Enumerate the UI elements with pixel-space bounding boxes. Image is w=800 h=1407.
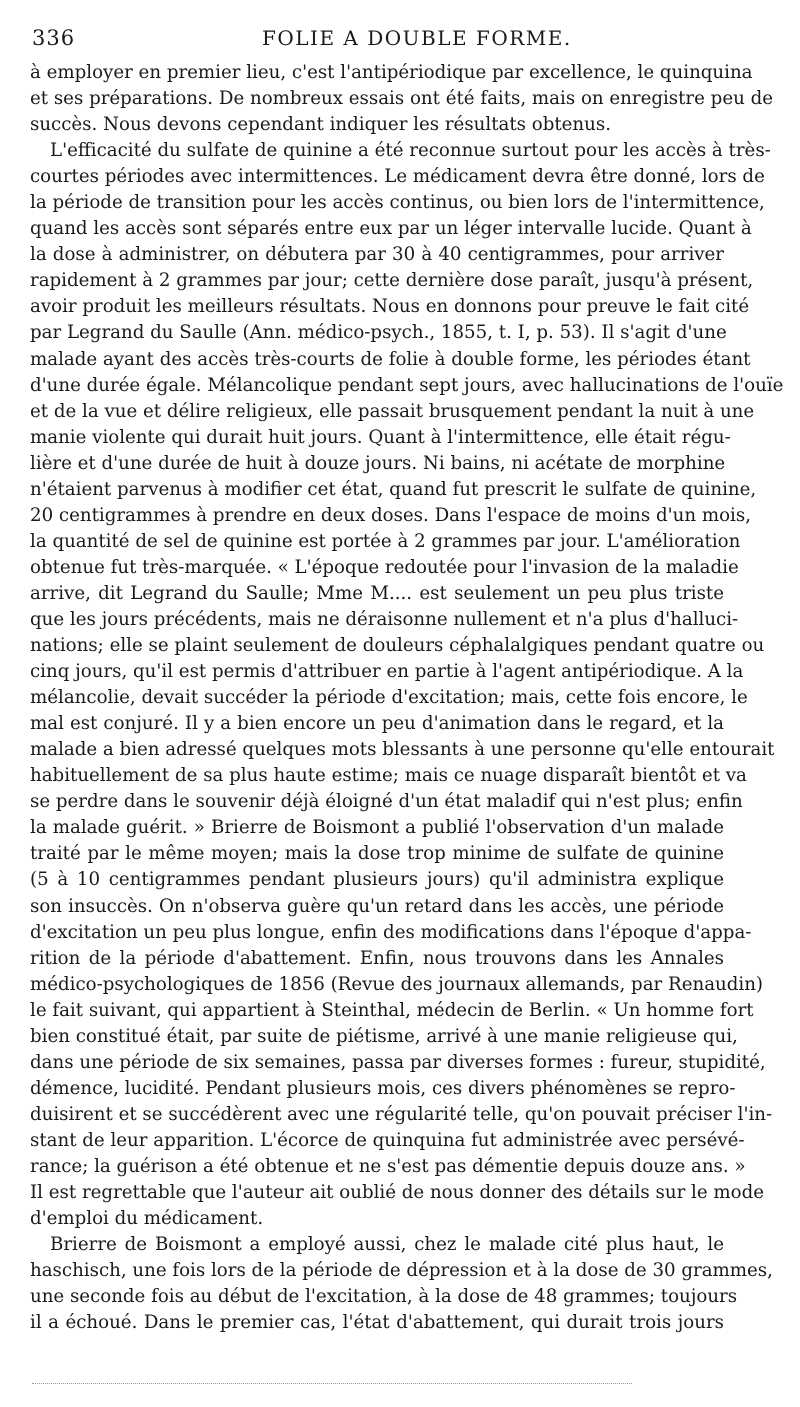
text-line: son insuccès. On n'observa guère qu'un retard dans les accès, une période xyxy=(30,895,724,917)
text-line: dans une période de six semaines, passa par diverses formes : fureur, stupidité, xyxy=(30,1051,766,1073)
text-line: démence, lucidité. Pendant plusieurs mois, ces divers phénomènes se repro- xyxy=(30,1077,736,1099)
text-line: stant de leur apparition. L'écorce de quinquina fut administrée avec persévé- xyxy=(30,1129,745,1151)
text-line: se perdre dans le souvenir déjà éloigné d'un état maladif qui n'est plus; enfin xyxy=(30,791,743,813)
text-line: courtes périodes avec intermittences. Le médicament devra être donné, lors de xyxy=(30,166,765,188)
text-line: arrive, dit Legrand du Saulle; Mme M.... est seulement un peu plus triste xyxy=(30,582,724,604)
text-line: traité par le même moyen; mais la dose trop minime de sulfate de quinine xyxy=(30,843,724,865)
text-line: mélancolie, devait succéder la période d'excitation; mais, cette fois encore, le xyxy=(30,687,748,709)
text-line: rance; la guérison a été obtenue et ne s'est pas démentie depuis douze ans. » xyxy=(30,1155,746,1177)
footer-divider xyxy=(32,1383,632,1384)
text-line: bien constitué était, par suite de piétisme, arrivé à une manie religieuse qui, xyxy=(30,1025,738,1047)
text-line: succès. Nous devons cependant indiquer les résultats obtenus. xyxy=(30,114,611,136)
text-line: d'emploi du médicament. xyxy=(30,1208,264,1230)
text-line: la dose à administrer, on débutera par 30 à 40 centigrammes, pour arriver xyxy=(30,244,724,266)
text-line: d'excitation un peu plus longue, enfin des modifications dans l'époque d'appa- xyxy=(30,921,752,943)
text-line: (5 à 10 centigrammes pendant plusieurs jours) qu'il administra explique xyxy=(30,869,724,891)
text-line: que les jours précédents, mais ne déraisonne nullement et n'a plus d'halluci- xyxy=(30,608,739,630)
text-line: manie violente qui durait huit jours. Quant à l'intermittence, elle était régu- xyxy=(30,426,731,448)
text-line: quand les accès sont séparés entre eux par un léger intervalle lucide. Quant à xyxy=(30,218,752,240)
text-line: médico-psychologiques de 1856 (Revue des journaux allemands, par Renaudin) xyxy=(30,973,764,995)
text-line: une seconde fois au début de l'excitation, à la dose de 48 grammes; toujours xyxy=(30,1286,738,1308)
text-line: à employer en premier lieu, c'est l'antipériodique par excellence, le quinquina xyxy=(30,62,753,83)
text-line: cinq jours, qu'il est permis d'attribuer en partie à l'agent antipériodique. A la xyxy=(30,661,744,683)
body-text xyxy=(30,60,784,1336)
text-line: malade a bien adressé quelques mots blessants à une personne qu'elle entourait xyxy=(30,739,775,761)
text-line: et de la vue et délire religieux, elle passait brusquement pendant la nuit à une xyxy=(30,400,755,422)
text-line: malade ayant des accès très-courts de folie à double forme, les périodes étant xyxy=(30,348,751,370)
text-line: mal est conjuré. Il y a bien encore un peu d'animation dans le regard, et la xyxy=(30,713,724,735)
text-line: 20 centigrammes à prendre en deux doses. Dans l'espace de moins d'un mois, xyxy=(30,504,751,526)
running-title: FOLIE A DOUBLE FORME. xyxy=(262,26,572,50)
page-number: 336 xyxy=(32,26,76,50)
text-line: habituellement de sa plus haute estime; mais ce nuage disparaît bientôt et va xyxy=(30,765,747,787)
text-line: la malade guérit. » Brierre de Boismont a publié l'observation d'un malade xyxy=(30,817,724,839)
text-line: la quantité de sel de quinine est portée à 2 grammes par jour. L'amélioration xyxy=(30,530,741,552)
text-line: il a échoué. Dans le premier cas, l'état d'abattement, qui durait trois jours xyxy=(30,1312,724,1334)
text-line: Il est regrettable que l'auteur ait oublié de nous donner des détails sur le mode xyxy=(30,1182,765,1204)
text-line: la période de transition pour les accès continus, ou bien lors de l'intermittence, xyxy=(30,192,765,214)
text-line: lière et d'une durée de huit à douze jours. Ni bains, ni acétate de morphine xyxy=(30,452,726,474)
text-line: le fait suivant, qui appartient à Steinthal, médecin de Berlin. « Un homme fort xyxy=(30,999,754,1021)
text-line: L'efficacité du sulfate de quinine a été reconnue surtout pour les accès à très- xyxy=(50,140,771,162)
text-line: obtenue fut très-marquée. « L'époque redoutée pour l'invasion de la maladie xyxy=(30,556,739,578)
text-line: avoir produit les meilleurs résultats. Nous en donnons pour preuve le fait cité xyxy=(30,296,750,318)
text-line: duisirent et se succédèrent avec une régularité telle, qu'on pouvait préciser l'in- xyxy=(30,1103,773,1125)
text-line: et ses préparations. De nombreux essais ont été faits, mais on enregistre peu de xyxy=(30,88,773,110)
text-line: n'étaient parvenus à modifier cet état, quand fut prescrit le sulfate de quinine, xyxy=(30,478,757,500)
text-line: Brierre de Boismont a employé aussi, chez le malade cité plus haut, le xyxy=(50,1234,724,1256)
text-line: nations; elle se plaint seulement de douleurs céphalalgiques pendant quatre ou xyxy=(30,635,765,657)
text-line: rition de la période d'abattement. Enfin, nous trouvons dans les Annales xyxy=(30,947,724,969)
text-line: haschisch, une fois lors de la période de dépression et à la dose de 30 grammes, xyxy=(30,1260,773,1282)
text-line: par Legrand du Saulle (Ann. médico-psych., 1855, t. I, p. 53). Il s'agit d'une xyxy=(30,322,727,344)
text-line: rapidement à 2 grammes par jour; cette dernière dose paraît, jusqu'à présent, xyxy=(30,270,754,292)
page-header xyxy=(32,26,722,56)
text-line: d'une durée égale. Mélancolique pendant sept jours, avec hallucinations de l'ouïe xyxy=(30,374,784,396)
